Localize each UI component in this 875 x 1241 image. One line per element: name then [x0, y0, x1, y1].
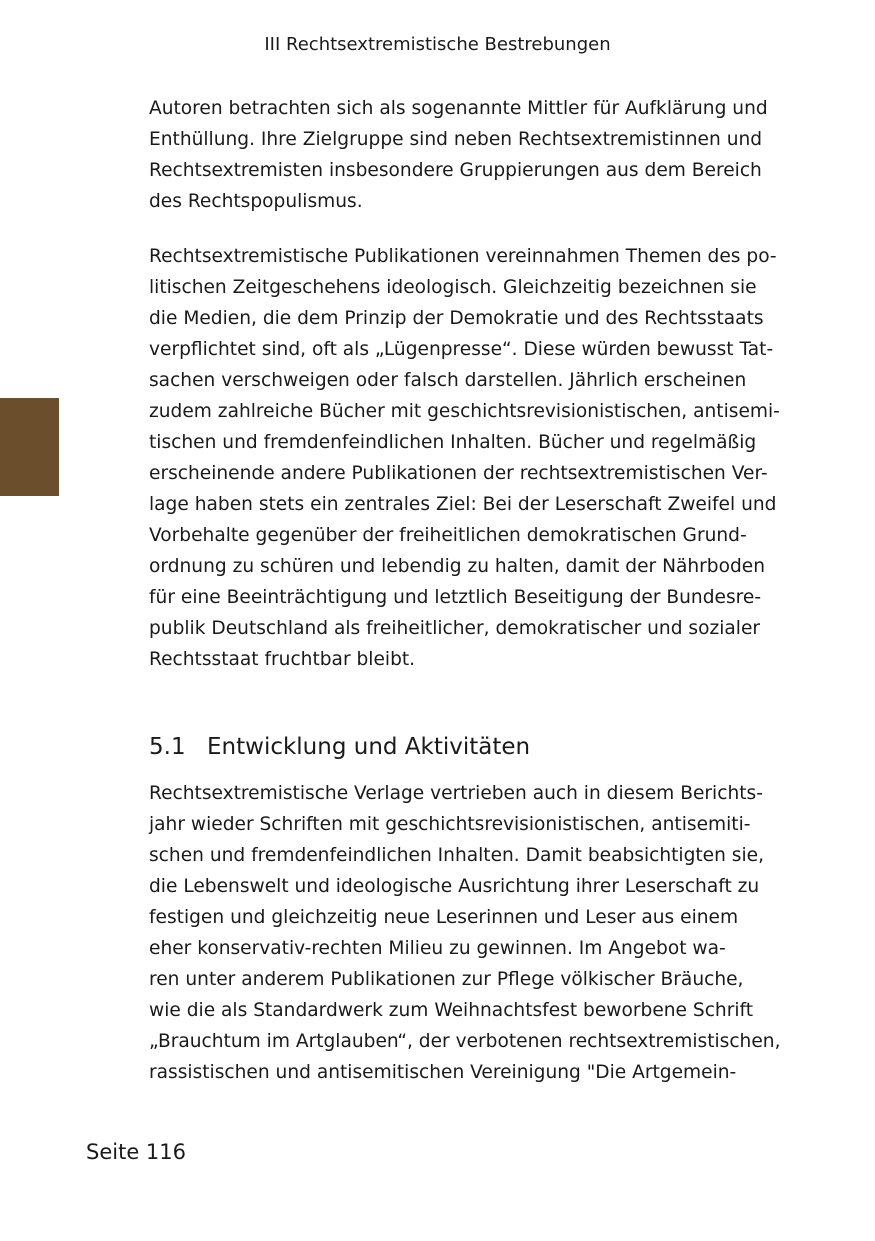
text-line: erscheinende andere Publikationen der rechtsextremistischen Ver- [149, 463, 768, 484]
text-line: ren unter anderem Publikationen zur Pflege völkischer Bräuche, [149, 969, 744, 990]
text-line: festigen und gleichzeitig neue Leserinnen und Leser aus einem [149, 907, 739, 928]
text-line: publik Deutschland als freiheitlicher, demokratischer und sozialer [149, 618, 761, 639]
text-line: jahr wieder Schriften mit geschichtsrevisionistischen, antisemiti- [149, 814, 751, 835]
text-line: ordnung zu schüren und lebendig zu halten, damit der Nährboden [149, 556, 766, 577]
page-content [149, 93, 789, 1088]
text-line: die Lebenswelt und ideologische Ausrichtung ihrer Leserschaft zu [149, 876, 760, 897]
text-line: schen und fremdenfeindlichen Inhalten. Damit beabsichtigten sie, [149, 845, 765, 866]
text-line: „Brauchtum im Artglauben“, der verbotenen rechtsextremistischen, [149, 1031, 781, 1052]
chapter-side-tab [0, 398, 59, 496]
text-line: litischen Zeitgeschehens ideologisch. Gleichzeitig bezeichnen sie [149, 277, 757, 298]
paragraph-3 [149, 778, 789, 1088]
text-line: des Rechtspopulismus. [149, 191, 363, 212]
text-line: lage haben stets ein zentrales Ziel: Bei der Leserschaft Zweifel und [149, 494, 777, 515]
text-line: zudem zahlreiche Bücher mit geschichtsrevisionistischen, antisemi- [149, 401, 780, 422]
page-number: Seite 116 [86, 1140, 186, 1164]
section-title: Entwicklung und Aktivitäten [207, 734, 531, 760]
running-header: III Rechtsextremistische Bestrebungen [264, 34, 611, 55]
text-line: rassistischen und antisemitischen Vereinigung "Die Artgemein- [149, 1062, 737, 1083]
text-line: Enthüllung. Ihre Zielgruppe sind neben Rechtsextremistinnen und [149, 129, 763, 150]
text-line: wie die als Standardwerk zum Weihnachtsfest beworbene Schrift [149, 1000, 754, 1021]
text-line: Rechtsstaat fruchtbar bleibt. [149, 649, 416, 670]
text-line: die Medien, die dem Prinzip der Demokratie und des Rechtsstaats [149, 308, 764, 329]
text-line: Rechtsextremisten insbesondere Gruppierungen aus dem Bereich [149, 160, 762, 181]
text-line: eher konservativ-rechten Milieu zu gewinnen. Im Angebot wa- [149, 938, 726, 959]
text-line: Autoren betrachten sich als sogenannte Mittler für Aufklärung und [149, 98, 768, 119]
paragraph-1 [149, 93, 789, 217]
section-number: 5.1 [149, 734, 186, 760]
text-line: Rechtsextremistische Verlage vertrieben auch in diesem Berichts- [149, 783, 763, 804]
paragraph-2 [149, 241, 789, 675]
text-line: Rechtsextremistische Publikationen vereinnahmen Themen des po- [149, 246, 777, 267]
text-line: für eine Beeinträchtigung und letztlich Beseitigung der Bundesre- [149, 587, 762, 608]
section-heading [149, 732, 789, 762]
text-line: Vorbehalte gegenüber der freiheitlichen demokratischen Grund- [149, 525, 747, 546]
text-line: verpflichtet sind, oft als „Lügenpresse“. Diese würden bewusst Tat- [149, 339, 774, 360]
text-line: tischen und fremdenfeindlichen Inhalten. Bücher und regelmäßig [149, 432, 757, 453]
text-line: sachen verschweigen oder falsch darstellen. Jährlich erscheinen [149, 370, 747, 391]
